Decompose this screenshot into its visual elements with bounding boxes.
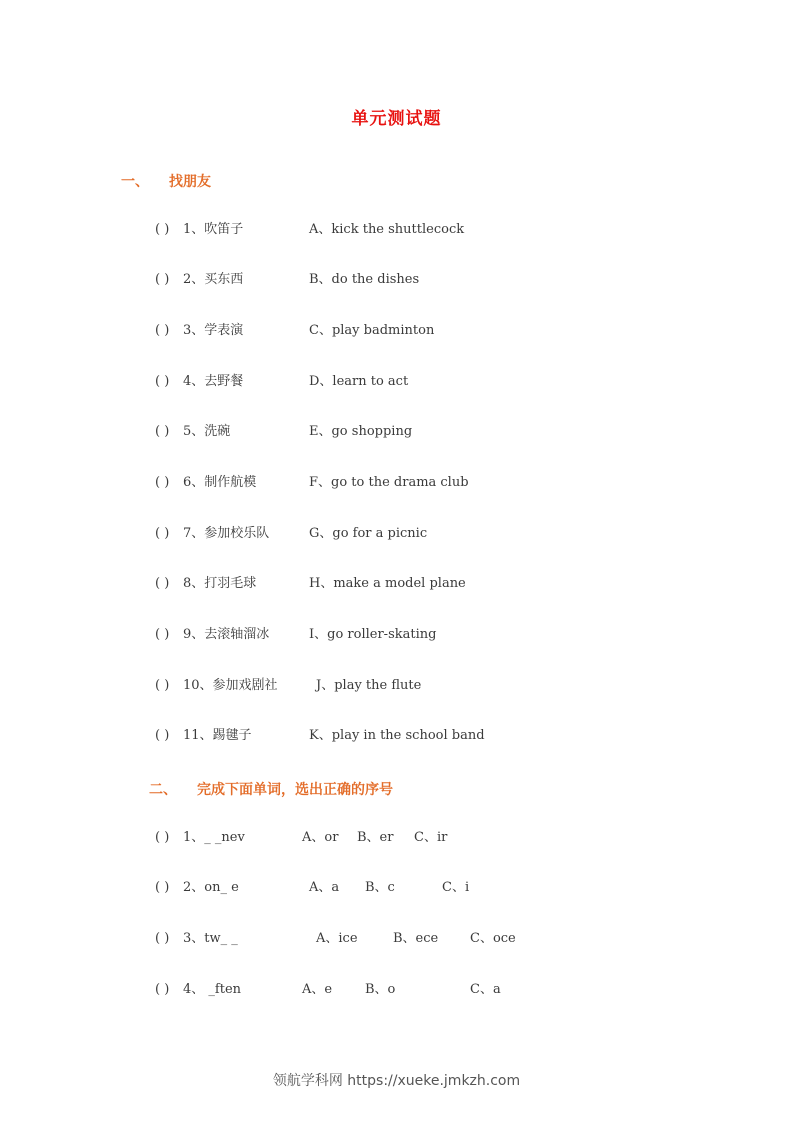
choice-row [0,929,793,949]
choice-row [0,878,793,898]
option-a: A、a [309,880,340,895]
section-heading-1 [121,171,211,191]
question-item: 9、去滚轴溜冰 [183,627,270,642]
question-item: 7、参加校乐队 [183,526,270,541]
option-c: C、a [470,982,501,997]
choice-row [0,828,793,848]
answer-bracket[interactable]: ( ) [155,374,170,389]
matching-row [0,220,793,240]
answer-bracket[interactable]: ( ) [155,678,170,693]
question-item: 4、去野餐 [183,374,244,389]
question-item: 2、on_ e [183,880,239,895]
answer-option: G、go for a picnic [309,526,428,541]
matching-row [0,726,793,746]
question-item: 3、学表演 [183,323,244,338]
answer-bracket[interactable]: ( ) [155,728,170,743]
question-item: 4、 _ften [183,982,242,997]
answer-bracket[interactable]: ( ) [155,931,170,946]
answer-option: D、learn to act [309,374,409,389]
answer-option: E、go shopping [309,424,413,439]
option-c: C、ir [414,830,448,845]
matching-row [0,422,793,442]
matching-row [0,321,793,341]
option-b: B、ece [393,931,439,946]
option-c: C、oce [470,931,516,946]
page-title: 单元测试题 [351,109,442,129]
answer-bracket[interactable]: ( ) [155,627,170,642]
section-heading-2 [149,779,393,799]
matching-row [0,372,793,392]
answer-bracket[interactable]: ( ) [155,475,170,490]
option-a: A、e [302,982,333,997]
question-item: 8、打羽毛球 [183,576,257,591]
question-item: 1、吹笛子 [183,222,244,237]
option-b: B、o [365,982,396,997]
section-title: 找朋友 [169,174,211,190]
answer-option: F、go to the drama club [309,475,469,490]
answer-bracket[interactable]: ( ) [155,222,170,237]
option-a: A、or [302,830,339,845]
matching-row [0,625,793,645]
footer-watermark: 领航学科网 https://xueke.jmkzh.com [272,1073,521,1089]
question-item: 2、买东西 [183,272,244,287]
answer-option: B、do the dishes [309,272,420,287]
matching-row [0,524,793,544]
question-item: 1、_ _nev [183,830,245,845]
answer-option: C、play badminton [309,323,435,338]
section-number: 二、 [149,782,177,798]
question-item: 10、参加戏剧社 [183,678,278,693]
answer-bracket[interactable]: ( ) [155,424,170,439]
answer-option: J、play the flute [316,678,422,693]
answer-bracket[interactable]: ( ) [155,880,170,895]
answer-option: A、kick the shuttlecock [309,222,465,237]
answer-bracket[interactable]: ( ) [155,526,170,541]
section-title: 完成下面单词，选出正确的序号 [197,782,393,798]
answer-option: H、make a model plane [309,576,466,591]
answer-bracket[interactable]: ( ) [155,982,170,997]
question-item: 11、踢毽子 [183,728,252,743]
answer-bracket[interactable]: ( ) [155,576,170,591]
answer-bracket[interactable]: ( ) [155,830,170,845]
section-number: 一、 [121,174,149,190]
choice-row [0,980,793,1000]
option-b: B、c [365,880,395,895]
answer-option: K、play in the school band [309,728,485,743]
answer-bracket[interactable]: ( ) [155,272,170,287]
answer-option: I、go roller-skating [309,627,437,642]
question-item: 5、洗碗 [183,424,231,439]
option-a: A、ice [316,931,358,946]
matching-row [0,676,793,696]
answer-bracket[interactable]: ( ) [155,323,170,338]
matching-row [0,574,793,594]
matching-row [0,270,793,290]
question-item: 3、tw_ _ [183,931,238,946]
option-c: C、i [442,880,470,895]
question-item: 6、制作航模 [183,475,257,490]
matching-row [0,473,793,493]
option-b: B、er [357,830,394,845]
